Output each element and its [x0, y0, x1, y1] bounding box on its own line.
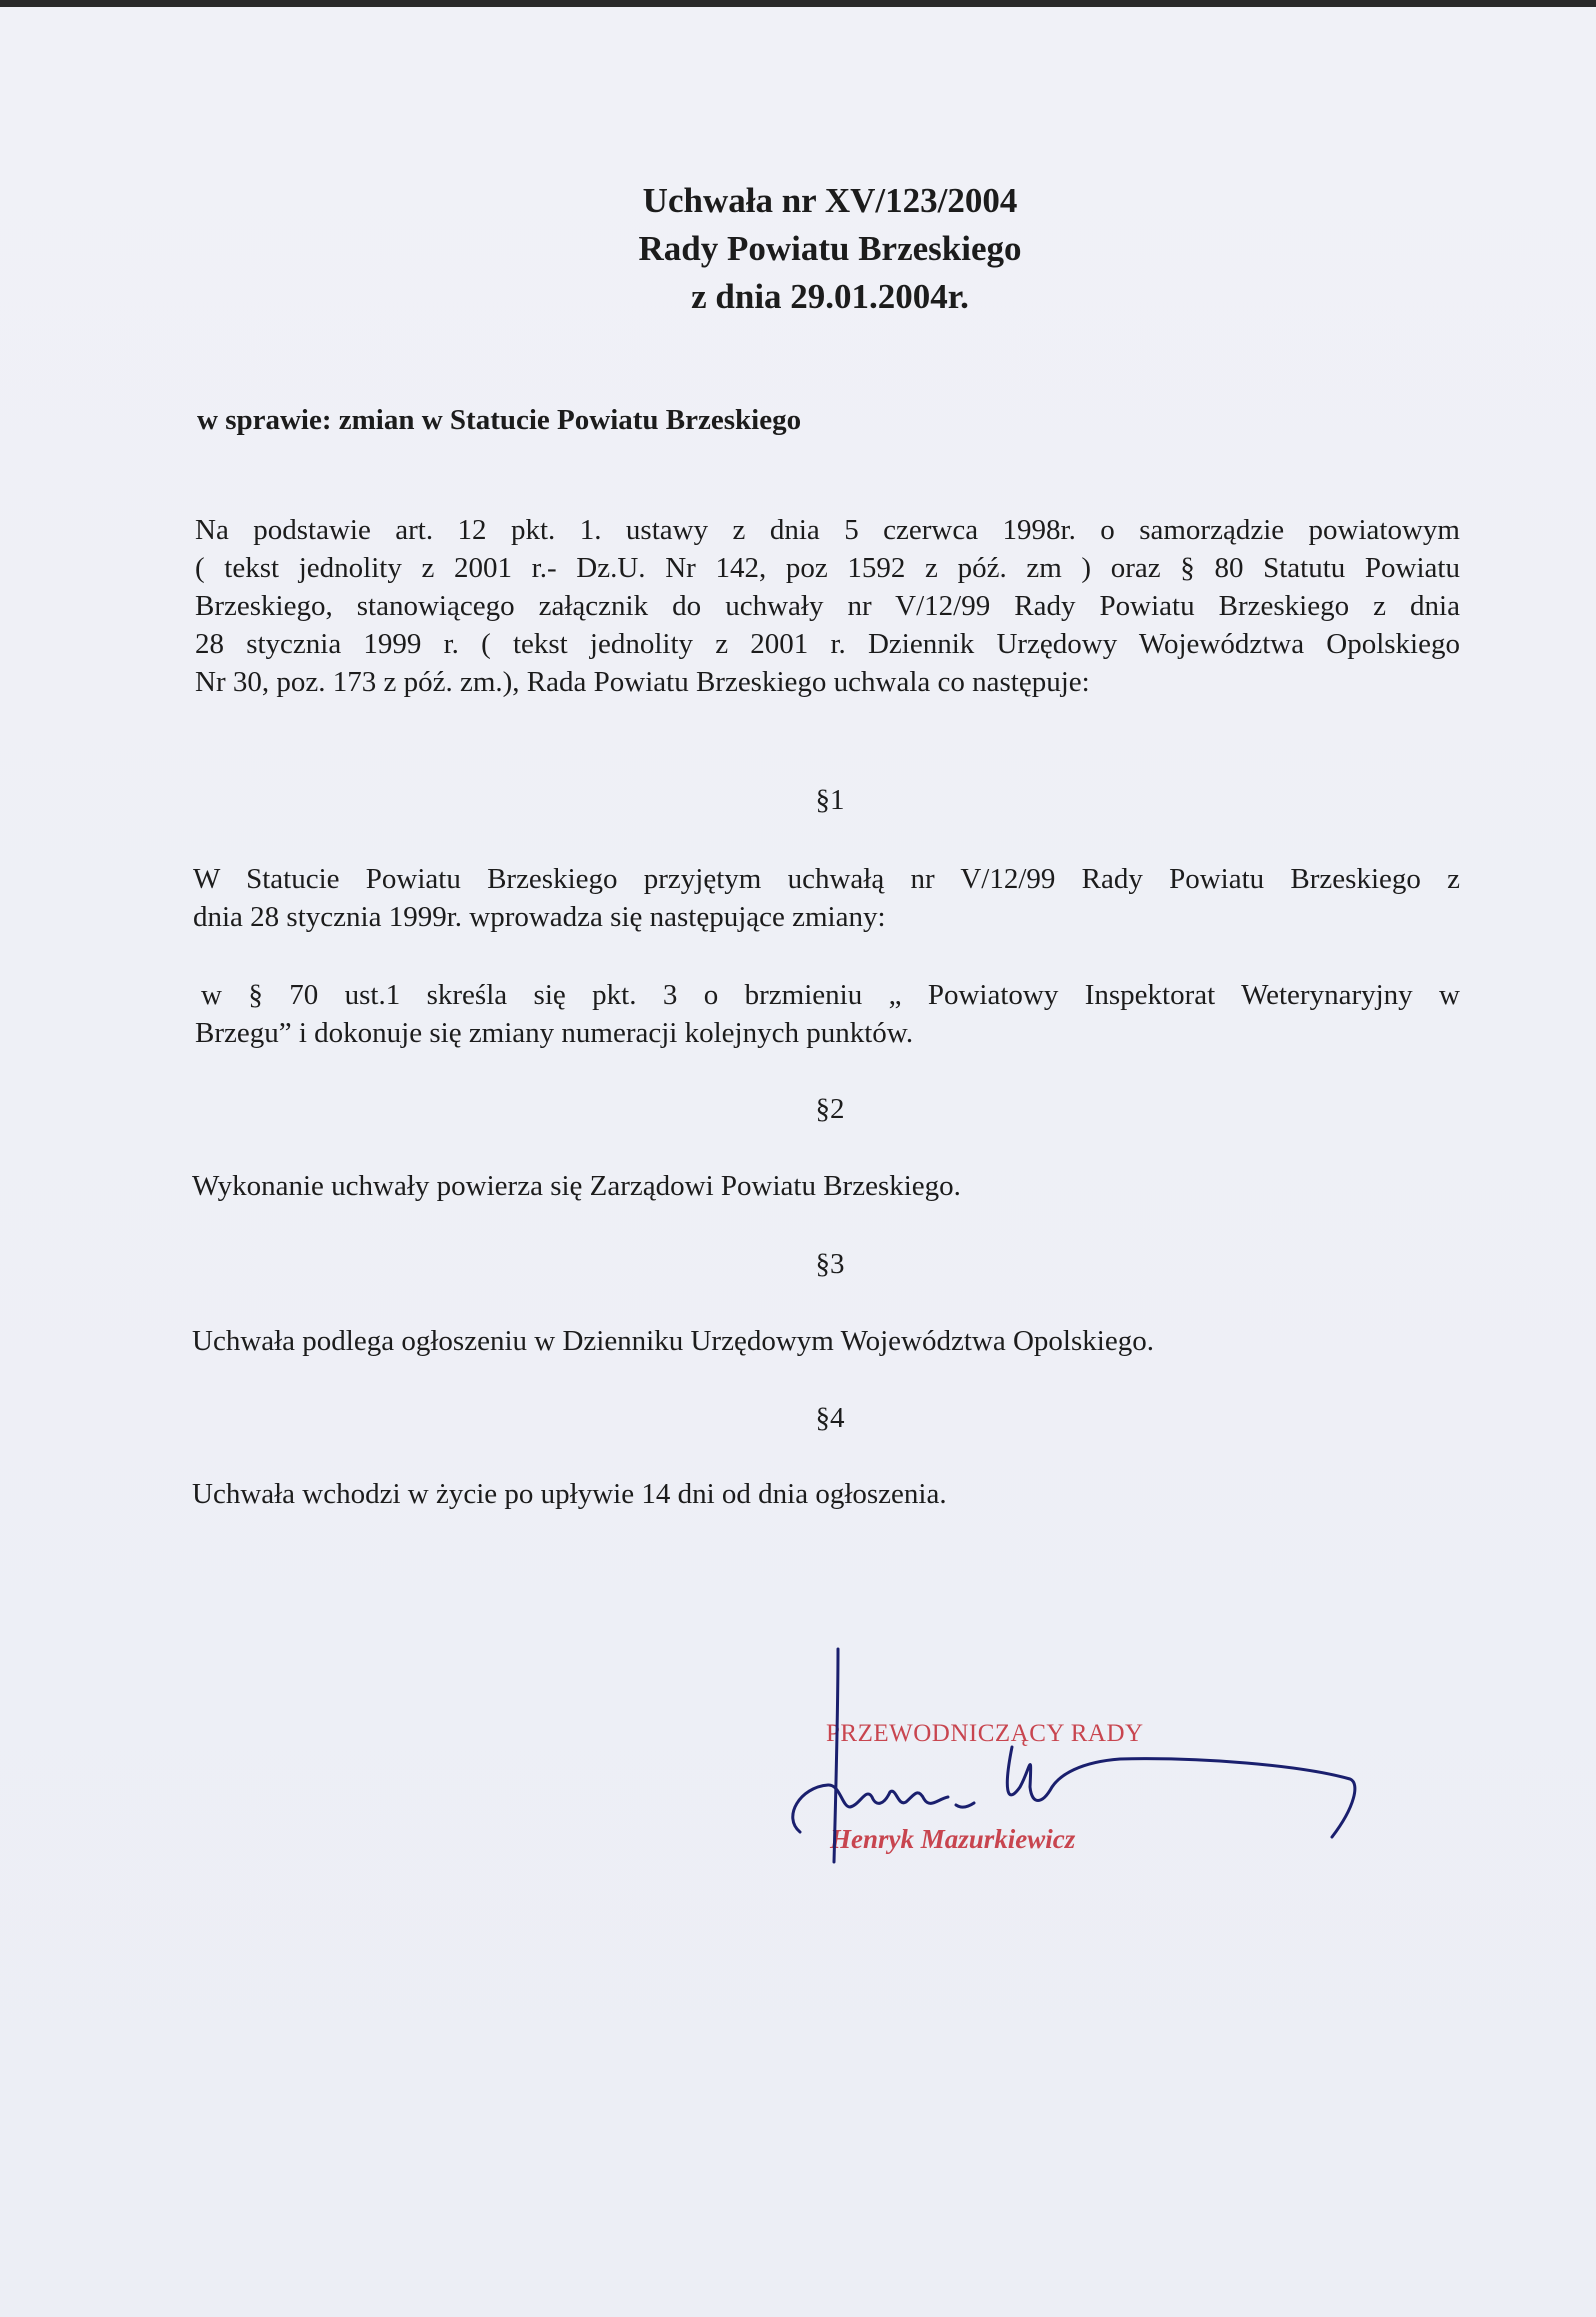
section-1-intro	[193, 860, 1460, 936]
section-2-heading: §2	[815, 1093, 845, 1125]
signature-stroke	[834, 1649, 838, 1862]
section-1-change-line: Brzegu” i dokonuje się zmiany numeracji kolejnych punktów.	[195, 1017, 914, 1049]
signature-stamp-name: Henryk Mazurkiewicz	[830, 1824, 1076, 1854]
signature-stroke	[956, 1803, 974, 1807]
council-name: Rady Powiatu Brzeskiego	[638, 229, 1022, 268]
section-2-text: Wykonanie uchwały powierza się Zarządowi Powiatu Brzeskiego.	[192, 1170, 961, 1202]
section-1-heading: §1	[815, 784, 845, 816]
section-4-heading: §4	[815, 1402, 845, 1434]
preamble-line: Brzeskiego, stanowiącego załącznik do uchwały nr V/12/99 Rady Powiatu Brzeskiego z dnia	[195, 590, 1460, 622]
preamble-line: ( tekst jednolity z 2001 r.- Dz.U. Nr 142, poz 1592 z póź. zm ) oraz § 80 Statutu Powiatu	[195, 552, 1460, 584]
signature-stroke	[1007, 1747, 1355, 1837]
resolution-date: z dnia 29.01.2004r.	[691, 277, 969, 316]
handwritten-signature	[780, 1637, 1380, 1877]
subject-line: w sprawie: zmian w Statucie Powiatu Brzeskiego	[197, 404, 802, 436]
preamble-line: Nr 30, poz. 173 z póź. zm.), Rada Powiatu Brzeskiego uchwala co następuje:	[195, 666, 1090, 698]
signature-stroke	[793, 1785, 948, 1832]
section-1-change	[195, 976, 1460, 1052]
section-4-text: Uchwała wchodzi w życie po upływie 14 dni od dnia ogłoszenia.	[192, 1478, 947, 1510]
preamble-line: Na podstawie art. 12 pkt. 1. ustawy z dnia 5 czerwca 1998r. o samorządzie powiatowym	[195, 514, 1460, 546]
section-3-heading: §3	[815, 1248, 845, 1280]
section-1-intro-line: dnia 28 stycznia 1999r. wprowadza się następujące zmiany:	[193, 901, 886, 933]
preamble-paragraph	[195, 511, 1460, 701]
scan-edge	[0, 0, 1596, 7]
resolution-number: Uchwała nr XV/123/2004	[642, 181, 1018, 220]
signature-stamp-title: PRZEWODNICZĄCY RADY	[826, 1720, 1144, 1747]
preamble-line: 28 stycznia 1999 r. ( tekst jednolity z 2001 r. Dziennik Urzędowy Województwa Opolskiego	[195, 628, 1460, 660]
document-page	[0, 7, 1596, 2317]
section-1-change-line: w § 70 ust.1 skreśla się pkt. 3 o brzmieniu „ Powiatowy Inspektorat Weterynaryjny w	[201, 979, 1460, 1011]
section-1-intro-line: W Statucie Powiatu Brzeskiego przyjętym uchwałą nr V/12/99 Rady Powiatu Brzeskiego z	[193, 863, 1460, 895]
document-header	[0, 177, 1596, 321]
section-3-text: Uchwała podlega ogłoszeniu w Dzienniku Urzędowym Województwa Opolskiego.	[192, 1325, 1154, 1357]
